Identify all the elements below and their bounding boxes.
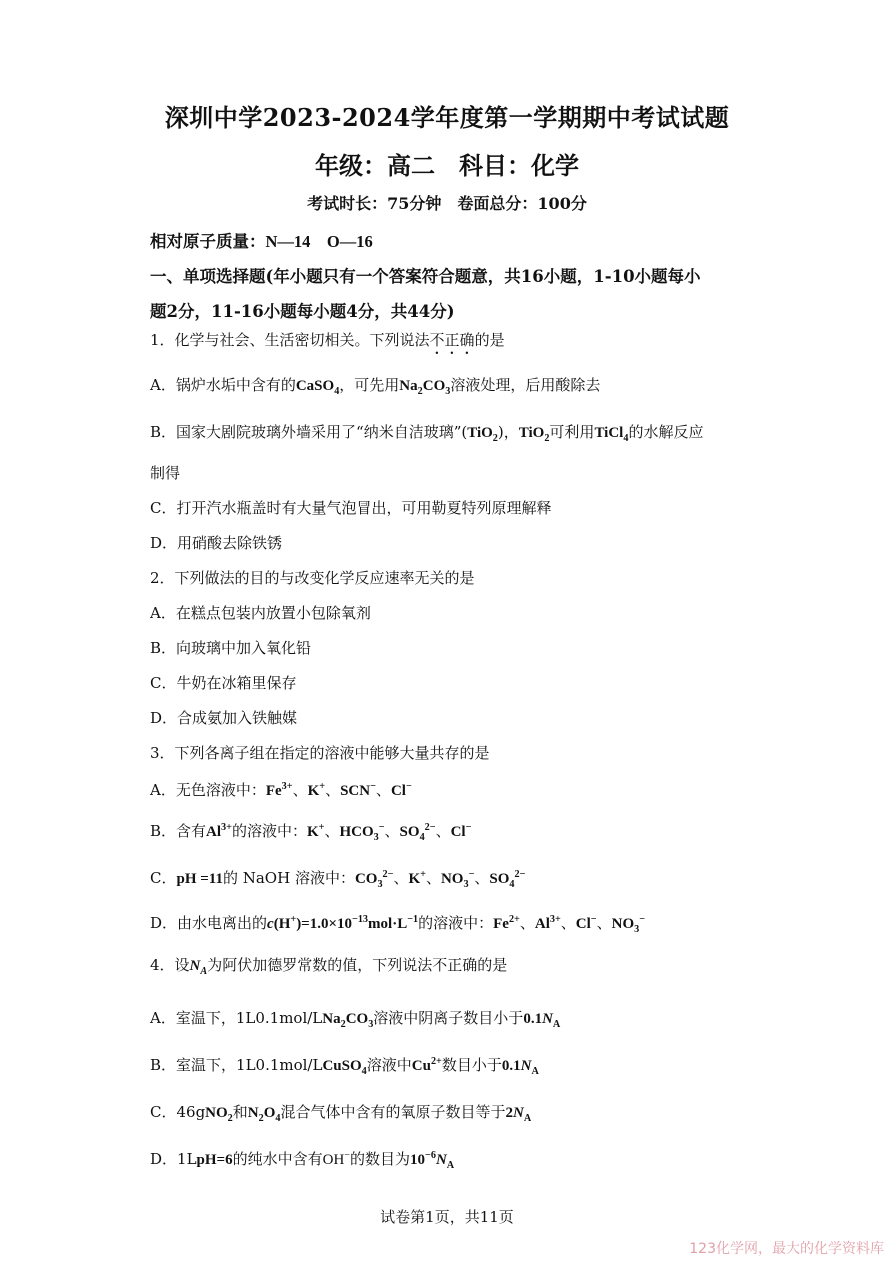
page-footer: 试卷第1页，共11页 xyxy=(380,1208,514,1226)
ion-cu2: $Cu^{2+}$ xyxy=(411,1056,442,1074)
watermark: 123化学网，最大的化学资料库 xyxy=(689,1241,884,1257)
ion-oh: OH− xyxy=(322,1150,351,1168)
q3-c-text: C． xyxy=(150,869,177,887)
q4-option-c xyxy=(150,1101,531,1122)
value-1e-6na: $10^{-6}N_A$ xyxy=(410,1150,455,1171)
q1-option-c: C．打开汽水瓶盖时有大量气泡冒出，可用勒夏特列原理解释 xyxy=(150,499,552,517)
q4-a-mid: 溶液中阴离子数目小于 xyxy=(373,1009,524,1027)
concentration-expr: $c(H^+)=1.0\times 10^{-13}mol\cdot L^{-1}$ xyxy=(267,914,419,932)
q2-option-b: B．向玻璃中加入氧化铅 xyxy=(150,639,312,657)
ion-al3: $Al^{3+}$ xyxy=(206,822,232,840)
atomic-mass-label: 相对原子质量： xyxy=(150,232,266,251)
q3-b-mid: 的溶液中： xyxy=(231,822,307,840)
formula-na2co3: $Na_2CO_3$ xyxy=(399,378,451,397)
sep: 、 xyxy=(519,914,535,932)
q1-b-mid1: )， xyxy=(497,423,519,441)
q1-option-a xyxy=(150,374,600,395)
sep: 、 xyxy=(324,822,340,840)
q1-option-b-cont: 制得 xyxy=(150,464,181,482)
formula-n2o4: $N_2O_4$ xyxy=(247,1105,281,1124)
sep: 、 xyxy=(292,781,308,799)
q4-d-mid: 的纯水中含有 xyxy=(232,1150,323,1168)
ion-fe2: $Fe^{2+}$ xyxy=(493,914,520,932)
q4-stem xyxy=(150,954,507,975)
ion-no3: $NO_3^-$ xyxy=(611,914,646,935)
ion-k: K+ xyxy=(307,781,326,799)
q4-b-end: 数目小于 xyxy=(441,1056,502,1074)
ion-co3: $CO_3^{2-}$ xyxy=(354,869,394,890)
q1-stem-text: 1．化学与社会、生活密切相关。下列说法 xyxy=(150,331,430,349)
ion-scn: SCN− xyxy=(340,781,376,799)
q4-b-mid: 溶液中 xyxy=(366,1056,412,1074)
sep: 、 xyxy=(560,914,576,932)
q3-stem: 3．下列各离子组在指定的溶液中能够大量共存的是 xyxy=(150,744,490,762)
formula-no2: $NO_2$ xyxy=(205,1105,233,1124)
q3-b-text: B．含有 xyxy=(150,822,207,840)
q4-a-text: A．室温下，1L0.1mol/L xyxy=(150,1009,323,1027)
q1-option-d: D．用硝酸去除铁锈 xyxy=(150,534,283,552)
atomic-mass-line xyxy=(150,228,373,252)
value-0.1na: $0.1N_A$ xyxy=(523,1011,561,1030)
value-0.1na: $0.1N_A$ xyxy=(501,1058,539,1077)
q1-b-mid2: 可利用 xyxy=(549,423,595,441)
q1-stem xyxy=(150,329,505,358)
q3-option-a xyxy=(150,779,412,800)
formula-tio2-b: TiO$_2$ xyxy=(518,425,550,444)
sep: 、 xyxy=(425,869,441,887)
ion-hco3: $HCO_3^-$ xyxy=(339,822,385,843)
grade-subject: 年级：高二 科目：化学 xyxy=(315,151,579,180)
formula-cuso4: CuSO$_4$ xyxy=(322,1058,367,1077)
q4-stem-text: 4．设 xyxy=(150,956,190,974)
ph-value: pH=6 xyxy=(196,1152,233,1168)
ion-cl: Cl− xyxy=(450,822,472,840)
q4-d-text: D．1L xyxy=(150,1150,197,1168)
sep: 、 xyxy=(596,914,612,932)
q3-c-mid: 的 NaOH 溶液中： xyxy=(222,869,355,887)
formula-caso4: CaSO$_4$ xyxy=(295,378,340,397)
q3-option-c xyxy=(150,867,525,888)
formula-tio2: TiO$_2$ xyxy=(467,425,498,444)
symbol-na: $N_A$ xyxy=(189,958,208,977)
sep: 、 xyxy=(325,781,341,799)
q2-option-a: A．在糕点包装内放置小包除氧剂 xyxy=(150,604,371,622)
sep: 、 xyxy=(375,781,391,799)
q1-a-text: A．锅炉水垢中含有的 xyxy=(150,376,296,394)
q1-option-b xyxy=(150,421,703,442)
q3-d-mid: 的溶液中： xyxy=(418,914,494,932)
q1-b-text: B．国家大剧院玻璃外墙采用了“纳米自洁玻璃”( xyxy=(150,423,468,441)
ion-cl: Cl− xyxy=(390,781,412,799)
ion-k: K+ xyxy=(408,869,426,887)
sep: 、 xyxy=(474,869,490,887)
q4-c-mid2: 混合气体中含有的氧原子数目等于 xyxy=(280,1103,506,1121)
atomic-mass-values: N—14 O—16 xyxy=(265,232,373,251)
q1-a-mid: ，可先用 xyxy=(339,376,400,394)
ph-value: pH =11 xyxy=(176,871,223,887)
section1-heading-line1: 一、单项选择题(年小题只有一个答案符合题意，共16小题，1-10小题每小 xyxy=(150,267,701,286)
q4-b-text: B．室温下，1L0.1mol/L xyxy=(150,1056,323,1074)
q1-a-end: 溶液处理，后用酸除去 xyxy=(450,376,601,394)
q4-option-a xyxy=(150,1007,560,1028)
section1-heading-line2: 题2分，11-16小题每小题4分，共44分) xyxy=(150,302,455,321)
formula-ticl4: TiCl$_4$ xyxy=(594,425,629,444)
q3-a-text: A．无色溶液中： xyxy=(150,781,266,799)
ion-al3: $Al^{3+}$ xyxy=(534,914,561,932)
ion-so4: $SO_4^{2-}$ xyxy=(489,869,526,890)
q3-d-text: D．由水电离出的 xyxy=(150,914,268,932)
q4-option-d xyxy=(150,1148,454,1169)
q1-stem-emphasis: 不正确 xyxy=(429,331,475,349)
q4-option-b xyxy=(150,1054,539,1075)
q1-stem-end: 的是 xyxy=(474,331,505,349)
q2-option-d: D．合成氨加入铁触媒 xyxy=(150,709,298,727)
ion-cl: Cl− xyxy=(575,914,597,932)
q3-option-b xyxy=(150,820,471,841)
q4-c-text: C．46g xyxy=(150,1103,206,1121)
q3-option-d xyxy=(150,912,645,933)
sep: 、 xyxy=(435,822,451,840)
exam-info: 考试时长：75分钟 卷面总分：100分 xyxy=(307,194,587,213)
q2-option-c: C．牛奶在冰箱里保存 xyxy=(150,674,297,692)
q4-c-mid1: 和 xyxy=(232,1103,248,1121)
q4-d-end: 的数目为 xyxy=(350,1150,411,1168)
ion-no3: $NO_3^-$ xyxy=(440,869,475,890)
exam-title: 深圳中学2023-2024学年度第一学期期中考试试题 xyxy=(164,103,730,132)
ion-fe3: $Fe^{3+}$ xyxy=(265,781,293,799)
ion-k: K+ xyxy=(306,822,325,840)
value-2na: $2N_A$ xyxy=(505,1105,532,1124)
ion-so4: $SO_4^{2-}$ xyxy=(399,822,436,843)
q2-stem: 2．下列做法的目的与改变化学反应速率无关的是 xyxy=(150,569,475,587)
oh-text: OH xyxy=(322,1152,345,1168)
formula-na2co3: $Na_2CO_3$ xyxy=(322,1011,374,1030)
sep: 、 xyxy=(393,869,409,887)
sep: 、 xyxy=(384,822,400,840)
q4-stem-end: 为阿伏加德罗常数的值，下列说法不正确的是 xyxy=(207,956,508,974)
q1-b-end: 的水解反应 xyxy=(628,423,704,441)
